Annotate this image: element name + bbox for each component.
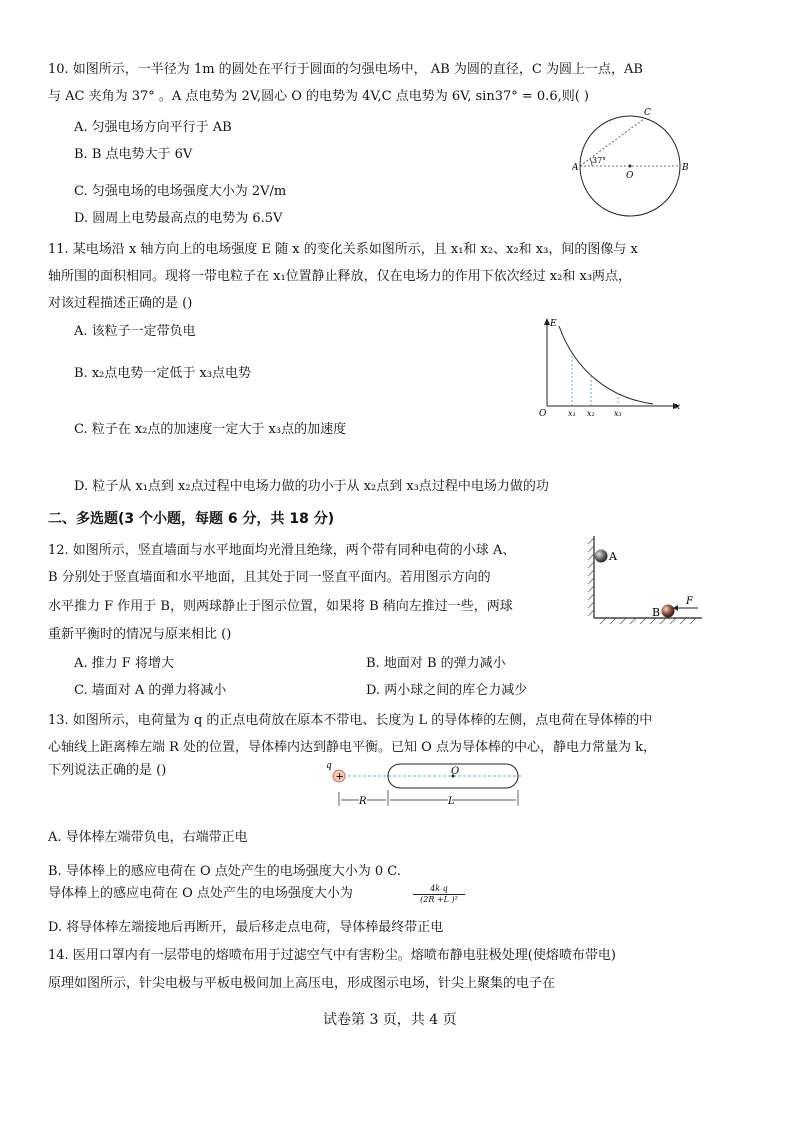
q10-option-c: C. 匀强电场的电场强度大小为 2V/m: [74, 184, 287, 199]
q11-stem-line2: 轴所围的面积相同。现将一带电粒子在 x₁位置静止释放，仅在电场力的作用下依次经过 x₂和 x₃两点，: [48, 269, 632, 284]
q11-option-b: B. x₂点电势一定低于 x₃点电势: [74, 366, 252, 381]
q11-option-a: A. 该粒子一定带负电: [74, 324, 196, 339]
q13-label-q: q: [326, 761, 332, 771]
q12-wall-hatch: [588, 538, 594, 616]
q12-option-b: B. 地面对 B 的弹力减小: [366, 656, 506, 671]
q11-curve: [559, 326, 653, 404]
q12-wall-floor-figure: [586, 536, 706, 628]
q12-label-f: F: [686, 596, 693, 607]
q14-stem-line2: 原理如图所示，针尖电极与平板电极间加上高压电，形成图示电场，针尖上聚集的电子在: [48, 976, 556, 991]
q13-label-l: L: [448, 796, 455, 807]
q11-label-x3: x₃: [614, 409, 622, 418]
q10-label-angle: 37°: [592, 156, 607, 165]
q11-stem-line1: 11. 某电场沿 x 轴方向上的电场强度 E 随 x 的变化关系如图所示，且 x₁和 x₂、x₂和 x₃，间的图像与 x: [48, 242, 638, 257]
q12-stem-line4: 重新平衡时的情况与原来相比 (): [48, 627, 232, 642]
q13-charge-sign: +: [335, 771, 344, 783]
q10-stem-line1: 10. 如图所示，一半径为 1m 的圆处在平行于圆面的匀强电场中， AB 为圆的直径，C 为圆上一点，AB: [48, 62, 643, 77]
q13-option-d: D. 将导体棒左端接地后再断开，最后移走点电荷，导体棒最终带正电: [48, 920, 444, 935]
q12-floor-hatch: [600, 618, 696, 624]
q10-label-b: B: [682, 163, 689, 173]
section2-title: 二、多选题(3 个小题，每题 6 分，共 18 分): [48, 511, 335, 527]
q13-formula-denominator: (2R +L )²: [420, 895, 458, 904]
q10-chord-ac: [580, 118, 645, 166]
q12-option-d: D. 两小球之间的库仑力减少: [366, 683, 528, 698]
q11-e-x-graph: [535, 316, 685, 426]
q13-stem-line3: 下列说法正确的是 (): [48, 763, 167, 778]
q13-formula-numerator: 4k q: [430, 884, 448, 893]
q10-label-o: O: [626, 171, 634, 181]
q11-label-x: x: [675, 402, 681, 412]
q10-center-dot: [629, 165, 632, 168]
q10-circle-figure: [572, 108, 692, 218]
q12-stem-line3: 水平推力 F 作用于 B，则两球静止于图示位置，如果将 B 稍向左推过一些，两球: [48, 599, 513, 614]
q10-label-c: C: [644, 108, 651, 118]
q13-formula: [413, 884, 465, 905]
q10-stem-line2: 与 AC 夹角为 37° 。A 点电势为 2V,圆心 O 的电势为 4V,C 点电势为 6V, sin37° = 0.6,则( ): [48, 89, 589, 104]
q10-label-a: A: [572, 163, 579, 173]
q11-stem-line3: 对该过程描述正确的是 (): [48, 296, 193, 311]
q11-label-x1: x₁: [568, 409, 576, 418]
q13-option-b: B. 导体棒上的感应电荷在 O 点处产生的电场强度大小为 0 C.: [48, 864, 401, 879]
page-footer: 试卷第 3 页，共 4 页: [323, 1012, 457, 1028]
q10-option-d: D. 圆周上电势最高点的电势为 6.5V: [74, 211, 283, 226]
q11-label-e: E: [550, 319, 557, 329]
q12-stem-line1: 12. 如图所示，竖直墙面与水平地面均光滑且绝缘，两个带有同种电荷的小球 A、: [48, 543, 516, 558]
q13-stem-line2: 心轴线上距离棒左端 R 处的位置，导体棒内达到静电平衡。已知 O 点为导体棒的中心，静电力常量为 k，: [48, 740, 656, 755]
q13-stem-line1: 13. 如图所示，电荷量为 q 的正点电荷放在原本不带电、长度为 L 的导体棒的左侧，点电荷在导体棒的中: [48, 713, 653, 728]
q12-stem-line2: B 分别处于竖直墙面和水平地面，且其处于同一竖直平面内。若用图示方向的: [48, 570, 491, 585]
q12-ball-a: [595, 550, 608, 563]
q12-label-b: B: [652, 606, 661, 619]
q10-option-b: B. B 点电势大于 6V: [74, 147, 193, 162]
q13-option-a: A. 导体棒左端带负电，右端带正电: [48, 830, 248, 845]
q11-label-o: O: [539, 409, 547, 419]
q13-option-c: 导体棒上的感应电荷在 O 点处产生的电场强度大小为: [48, 886, 353, 901]
q12-ball-b: [662, 605, 675, 618]
q11-option-d: D. 粒子从 x₁点到 x₂点过程中电场力做的功小于从 x₂点到 x₃点过程中电场力做的功: [74, 479, 549, 494]
q10-option-a: A. 匀强电场方向平行于 AB: [74, 120, 232, 135]
q13-rod-figure: [322, 760, 532, 810]
q11-option-c: C. 粒子在 x₂点的加速度一定大于 x₃点的加速度: [74, 422, 347, 437]
q13-label-o: O: [451, 766, 460, 777]
q12-option-a: A. 推力 F 将增大: [74, 656, 174, 671]
q14-stem-line1: 14. 医用口罩内有一层带电的熔喷布用于过滤空气中有害粉尘。熔喷布静电驻极处理(使熔喷布带电): [48, 948, 616, 963]
q11-label-x2: x₂: [587, 409, 595, 418]
q13-label-r: R: [359, 796, 367, 807]
q12-label-a: A: [609, 550, 617, 563]
q12-option-c: C. 墙面对 A 的弹力将减小: [74, 683, 227, 698]
